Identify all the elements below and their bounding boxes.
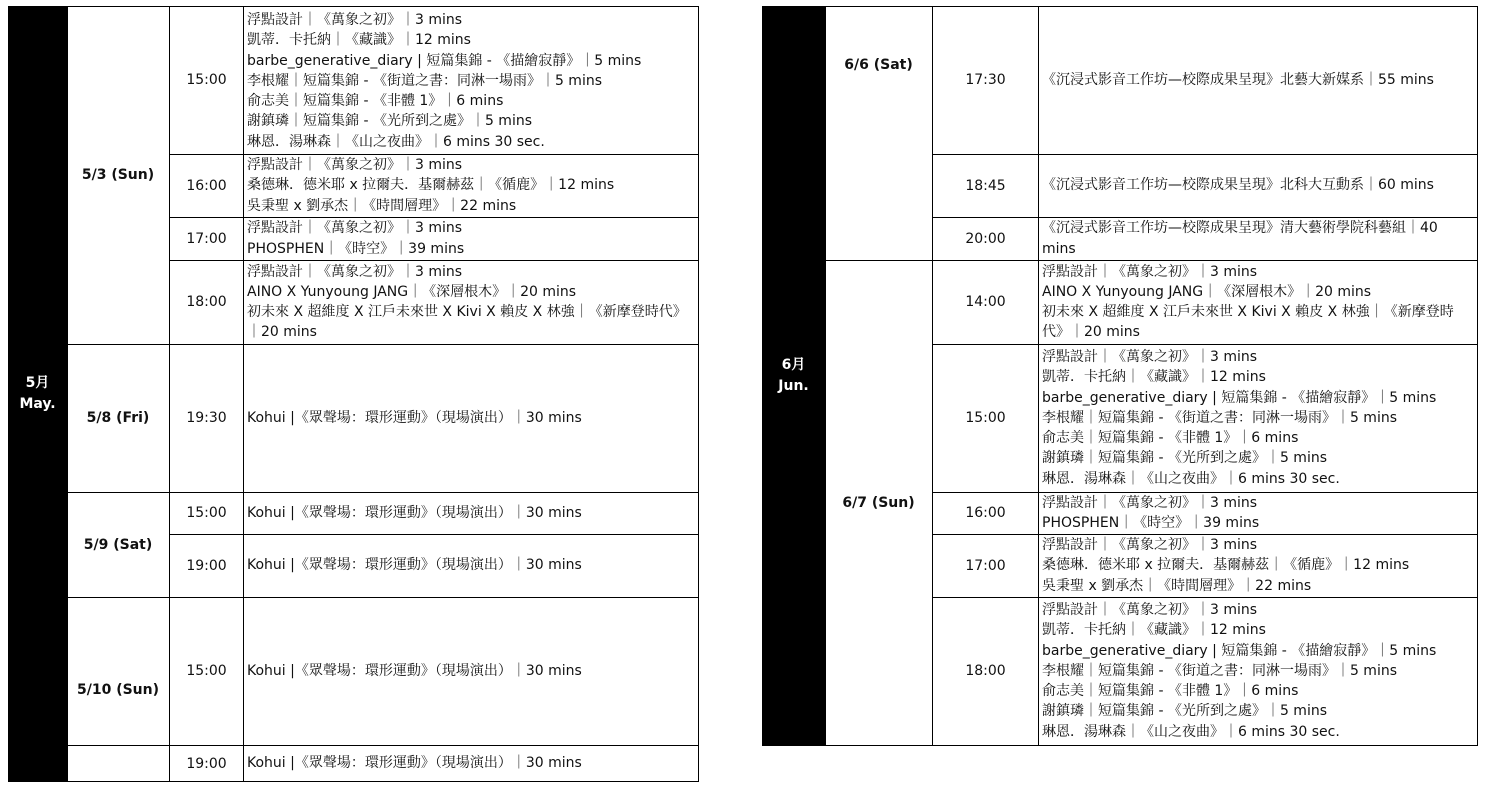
program-cell <box>244 344 698 492</box>
grid-line <box>169 534 699 535</box>
program-line: Kohui |《眾聲場：環形運動》（現場演出）｜30 mins <box>247 662 582 679</box>
program-line: 初未來 X 超維度 X 江戶未來世 X Kivi X 賴皮 X 林強｜《新摩登時代》｜20 mins <box>247 304 687 341</box>
date-cell <box>67 597 169 782</box>
date-cell <box>825 260 932 745</box>
program-cell <box>1039 154 1477 217</box>
grid-line <box>825 6 826 746</box>
grid-line <box>825 6 1478 7</box>
program-line: AINO X Yunyoung JANG｜《深層根木》｜20 mins <box>1042 283 1372 300</box>
program-line: 浮點設計｜《萬象之初》｜3 mins <box>1042 349 1258 366</box>
month-label-en: May. <box>19 396 56 412</box>
program-line: 浮點設計｜《萬象之初》｜3 mins <box>1042 263 1258 280</box>
program-line: Kohui |《眾聲場：環形運動》（現場演出）｜30 mins <box>247 409 582 426</box>
time-label: 18:00 <box>965 663 1006 679</box>
program-line: 俞志美｜短篇集錦 - 《非體 1》｜6 mins <box>247 93 504 110</box>
date-cell <box>67 344 169 492</box>
grid-line <box>67 597 699 598</box>
time-label: 14:00 <box>965 294 1006 310</box>
program-cell <box>1039 492 1477 534</box>
program-line: 浮點設計｜《萬象之初》｜3 mins <box>247 220 463 237</box>
month-cell-may <box>8 6 67 782</box>
program-cell <box>244 534 698 597</box>
date-label: 5/3 (Sun) <box>81 167 155 183</box>
time-label: 15:00 <box>965 410 1006 426</box>
time-cell <box>933 534 1038 597</box>
time-cell <box>933 6 1038 154</box>
grid-line <box>67 6 68 782</box>
grid-line <box>67 492 699 493</box>
date-label: 6/7 (Sun) <box>842 494 915 511</box>
program-line: PHOSPHEN｜《時空》｜39 mins <box>247 240 465 257</box>
program-line: 琳恩．湯琳森｜《山之夜曲》｜6 mins 30 sec. <box>247 133 545 150</box>
time-cell <box>933 492 1038 534</box>
grid-line <box>169 260 699 261</box>
date-cell <box>67 6 169 344</box>
date-label: 5/9 (Sat) <box>83 536 153 553</box>
program-line: 凱蒂．卡托納｜《藏識》｜12 mins <box>1042 622 1266 639</box>
time-cell <box>170 534 243 597</box>
grid-line <box>8 745 699 746</box>
program-cell <box>1039 260 1477 344</box>
time-cell <box>933 344 1038 492</box>
program-cell <box>244 597 698 745</box>
time-cell <box>933 260 1038 344</box>
grid-line <box>932 344 1478 345</box>
time-label: 16:00 <box>965 505 1006 521</box>
time-label: 15:00 <box>186 663 227 679</box>
program-line: 李根耀｜短篇集錦 - 《街道之書：同淋一場雨》｜5 mins <box>247 72 603 89</box>
time-label: 16:00 <box>186 177 227 194</box>
grid-line <box>825 260 1478 261</box>
program-line: 《沉浸式影音工作坊—校際成果呈現》北科大互動系｜60 mins <box>1042 177 1434 194</box>
grid-line <box>67 6 699 7</box>
program-line: Kohui |《眾聲場：環形運動》（現場演出）｜30 mins <box>247 504 582 521</box>
program-line: 浮點設計｜《萬象之初》｜3 mins <box>1042 537 1258 554</box>
program-line: 謝鎮璘｜短篇集錦 - 《光所到之處》｜5 mins <box>1042 703 1328 720</box>
time-cell <box>170 154 243 217</box>
program-line: 吳秉聖 x 劉承杰｜《時間層理》｜22 mins <box>1042 577 1312 594</box>
program-line: 桑德琳．德米耶 x 拉爾夫．基爾赫茲｜《循鹿》｜12 mins <box>1042 557 1410 574</box>
grid-line <box>169 154 699 155</box>
time-cell <box>170 344 243 492</box>
program-cell <box>244 8 698 154</box>
program-line: 《沉浸式影音工作坊—校際成果呈現》清大藝術學院科藝組｜40 mins <box>1042 220 1438 257</box>
time-cell <box>170 6 243 154</box>
program-line: barbe_generative_diary | 短篇集錦 - 《描繪寂靜》｜5 mins <box>1042 642 1437 659</box>
program-line: 俞志美｜短篇集錦 - 《非體 1》｜6 mins <box>1042 430 1299 447</box>
program-line: barbe_generative_diary | 短篇集錦 - 《描繪寂靜》｜5 mins <box>247 52 642 69</box>
month-label-en: Jun. <box>778 378 809 394</box>
grid-line <box>8 781 699 782</box>
program-line: 《沉浸式影音工作坊—校際成果呈現》北藝大新媒系｜55 mins <box>1042 71 1434 88</box>
time-cell <box>933 597 1038 745</box>
program-line: PHOSPHEN｜《時空》｜39 mins <box>1042 515 1260 531</box>
program-line: Kohui |《眾聲場：環形運動》（現場演出）｜30 mins <box>247 557 582 574</box>
time-label: 15:00 <box>186 72 227 88</box>
program-cell <box>244 745 698 782</box>
date-label: 5/8 (Fri) <box>86 410 150 426</box>
program-cell <box>1039 534 1477 597</box>
program-line: 凱蒂．卡托納｜《藏識》｜12 mins <box>247 32 471 49</box>
program-line: 凱蒂．卡托納｜《藏識》｜12 mins <box>1042 369 1266 386</box>
date-label: 5/10 (Sun) <box>76 681 160 698</box>
program-line: 浮點設計｜《萬象之初》｜3 mins <box>247 12 463 29</box>
grid-line <box>1038 6 1039 746</box>
program-line: 李根耀｜短篇集錦 - 《街道之書：同淋一場雨》｜5 mins <box>1042 662 1398 679</box>
grid-line <box>67 344 699 345</box>
program-line: AINO X Yunyoung JANG｜《深層根木》｜20 mins <box>247 283 577 300</box>
program-cell <box>1039 597 1477 745</box>
time-cell <box>170 745 243 782</box>
program-line: 李根耀｜短篇集錦 - 《街道之書：同淋一場雨》｜5 mins <box>1042 409 1398 426</box>
grid-line <box>932 154 1478 155</box>
program-line: 浮點設計｜《萬象之初》｜3 mins <box>247 263 463 280</box>
time-label: 19:00 <box>186 755 227 772</box>
time-label: 17:30 <box>965 72 1006 88</box>
program-line: 桑德琳．德米耶 x 拉爾夫．基爾赫茲｜《循鹿》｜12 mins <box>247 177 615 194</box>
time-cell <box>170 597 243 745</box>
time-cell <box>170 260 243 344</box>
date-cell <box>67 492 169 597</box>
grid-line <box>169 6 170 782</box>
month-label-zh: 5月 <box>25 375 50 391</box>
time-cell <box>170 492 243 534</box>
program-line: 浮點設計｜《萬象之初》｜3 mins <box>1042 602 1258 619</box>
time-label: 20:00 <box>965 230 1006 247</box>
date-cell <box>825 6 932 124</box>
time-cell <box>170 217 243 260</box>
program-line: 吳秉聖 x 劉承杰｜《時間層理》｜22 mins <box>247 197 517 214</box>
grid-line <box>1477 6 1478 746</box>
month-label-zh: 6月 <box>781 357 806 373</box>
grid-line <box>762 745 1478 746</box>
program-cell <box>1039 6 1477 154</box>
program-line: 琳恩．湯琳森｜《山之夜曲》｜6 mins 30 sec. <box>1042 470 1340 487</box>
time-label: 15:00 <box>186 505 227 521</box>
program-line: 初未來 X 超維度 X 江戶未來世 X Kivi X 賴皮 X 林強｜《新摩登時代》｜20 mins <box>1042 304 1454 341</box>
time-cell <box>933 217 1038 260</box>
program-cell <box>244 260 698 344</box>
time-label: 17:00 <box>965 557 1006 574</box>
program-line: 琳恩．湯琳森｜《山之夜曲》｜6 mins 30 sec. <box>1042 723 1340 740</box>
grid-line <box>169 217 699 218</box>
grid-line <box>243 6 244 782</box>
program-line: 俞志美｜短篇集錦 - 《非體 1》｜6 mins <box>1042 683 1299 700</box>
program-line: Kohui |《眾聲場：環形運動》（現場演出）｜30 mins <box>247 755 582 772</box>
time-label: 19:00 <box>186 557 227 574</box>
grid-line <box>698 6 699 782</box>
date-label: 6/6 (Sat) <box>844 57 913 73</box>
program-line: 謝鎮璘｜短篇集錦 - 《光所到之處》｜5 mins <box>247 113 533 130</box>
program-line: 浮點設計｜《萬象之初》｜3 mins <box>247 157 463 174</box>
month-cell-jun <box>762 6 825 746</box>
grid-line <box>932 597 1478 598</box>
program-cell <box>244 154 698 217</box>
grid-line <box>932 492 1478 493</box>
time-label: 17:00 <box>186 230 227 247</box>
program-line: 謝鎮璘｜短篇集錦 - 《光所到之處》｜5 mins <box>1042 450 1328 467</box>
time-label: 18:00 <box>186 294 227 310</box>
time-label: 19:30 <box>186 410 227 426</box>
grid-line <box>932 217 1478 218</box>
time-cell <box>933 154 1038 217</box>
grid-line <box>932 6 933 746</box>
time-label: 18:45 <box>965 177 1006 194</box>
program-line: barbe_generative_diary | 短篇集錦 - 《描繪寂靜》｜5 mins <box>1042 389 1437 406</box>
program-cell <box>1039 344 1477 492</box>
program-cell <box>244 492 698 534</box>
grid-line <box>932 534 1478 535</box>
program-cell <box>1039 217 1477 260</box>
program-cell <box>244 217 698 260</box>
program-line: 浮點設計｜《萬象之初》｜3 mins <box>1042 494 1258 511</box>
